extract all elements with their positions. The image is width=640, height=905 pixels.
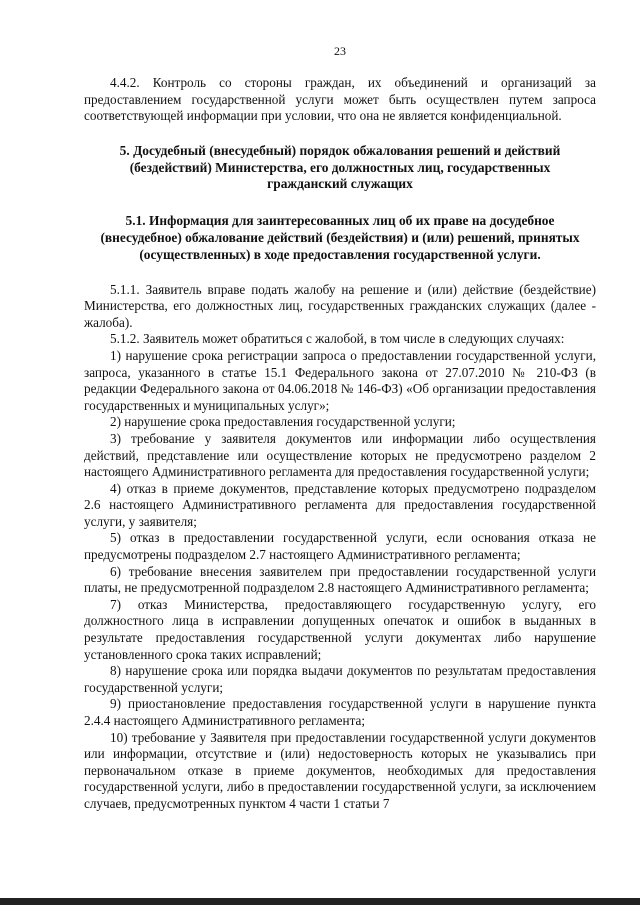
subsection-title: 5.1. Информация для заинтересованных лиц об их праве на досудебное (внесудебное) обжалование действий (бездействия) и (или) решений, принятых (осуществленных) в ходе предоставления государственной услуги. [100,213,580,262]
section-title: 5. Досудебный (внесудебный) порядок обжалования решений и действий (бездействий) Министерства, его должностных лиц, государственных гражданский служащих [119,142,561,192]
list-item-10: 10) требование у Заявителя при предоставлении государственной услуги документов или информации, отсутствие и (или) недостоверность которых не указывались при первоначальном отказе в приеме документов, необходимых для предоставления государственной услуги, либо в предоставлении государственной услуги, за исключением случаев, предусмотренных пунктом 4 части 1 статьи 7 [84,729,596,811]
paragraph-4-4-2: 4.4.2. Контроль со стороны граждан, их объединений и организаций за предоставлением государственной услуги может быть осуществлен путем запроса соответствующей информации при условии, что она не является конфиденциальной. [84,75,596,124]
paragraph-5-1-2: 5.1.2. Заявитель может обратиться с жалобой, в том числе в следующих случаях: [110,331,565,347]
list-item-4: 4) отказ в приеме документов, представление которых предусмотрено подразделом 2.6 настоящего Административного регламента для предоставления государственной услуги, у заявителя; [84,480,596,529]
list-item-3: 3) требование у заявителя документов или информации либо осуществления действий, представление или осуществление которых не предусмотрено разделом 2 настоящего Административного регламента для предоставления государственной услуги; [84,430,596,480]
list-item-8: 8) нарушение срока или порядка выдачи документов по результатам предоставления государственной услуги; [84,663,596,695]
list-item-5: 5) отказ в предоставлении государственной услуги, если основания отказа не предусмотрены подразделом 2.7 настоящего Административного регламента; [84,530,596,563]
page-number: 23 [334,44,346,58]
scan-bottom-edge [0,898,640,905]
list-item-6: 6) требование внесения заявителем при предоставлении государственной услуги платы, не предусмотренной подразделом 2.8 настоящего Административного регламента; [84,563,596,596]
list-item-2: 2) нарушение срока предоставления государственной услуги; [110,414,456,430]
list-item-7: 7) отказ Министерства, предоставляющего государственную услугу, его должностного лица в исправлении допущенных опечаток и ошибок в выданных в результате предоставления государственной услуги документах либо нарушение установленного срока таких исправлений; [84,596,596,662]
list-item-1: 1) нарушение срока регистрации запроса о предоставлении государственной услуги, запроса, указанного в статье 15.1 Федерального закона от 27.07.2010 № 210-ФЗ (в редакции Федерального закона от 04.06.2018 № 146-ФЗ) «Об организации предоставления государственных и муниципальных услуг»; [84,347,596,413]
list-item-9: 9) приостановление предоставления государственной услуги в нарушение пункта 2.4.4 настоящего Административного регламента; [84,696,596,728]
paragraph-5-1-1: 5.1.1. Заявитель вправе подать жалобу на решение и (или) действие (бездействие) Министерства, его должностных лиц, государственных гражданских служащих (далее - жалоба). [84,281,596,330]
